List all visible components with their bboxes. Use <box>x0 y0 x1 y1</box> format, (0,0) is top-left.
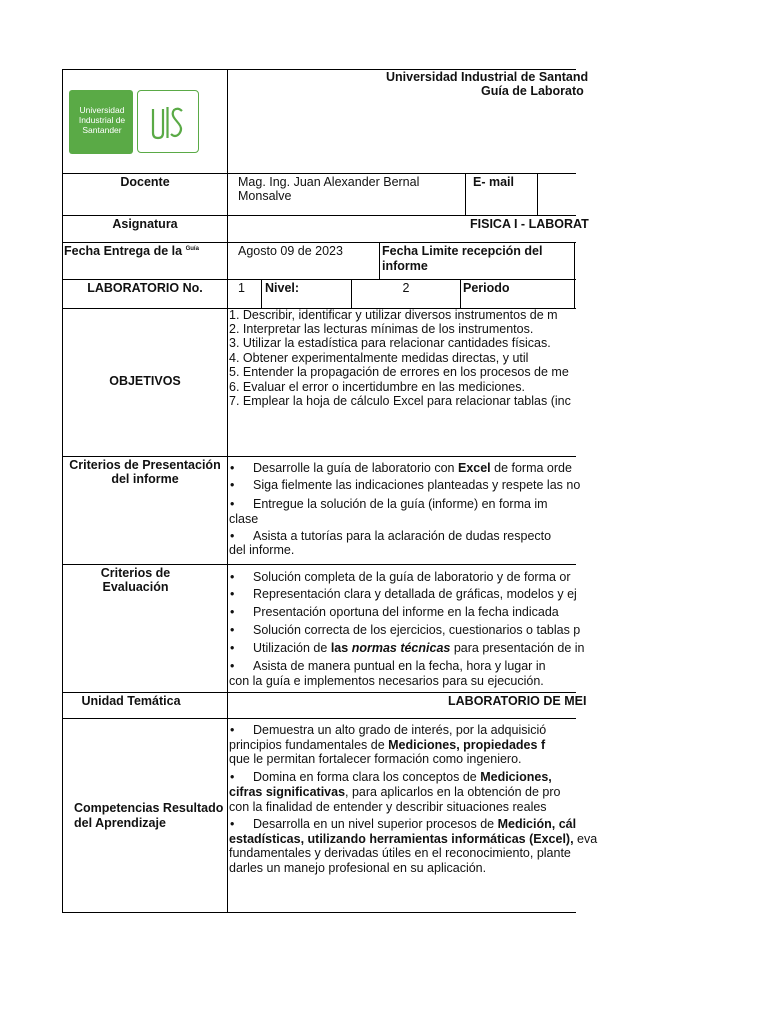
presentacion-item-3-line2: clase <box>229 512 259 526</box>
competencia-3-line3: fundamentales y derivadas útiles en el reconocimiento, plante <box>229 846 571 860</box>
grid-line <box>62 718 576 719</box>
evaluacion-item-5-las: las <box>330 641 352 655</box>
competencia-1-line1: Demuestra un alto grado de interés, por la adquisició <box>253 723 547 737</box>
objetivo-item: 1. Describir, identificar y utilizar diversos instrumentos de m <box>229 308 558 322</box>
bullet: • <box>230 497 235 511</box>
grid-line <box>62 456 576 457</box>
competencia-3-line2-text: eva <box>573 832 598 846</box>
fecha-entrega-label-sup: Guía <box>185 245 199 252</box>
objetivo-item: 4. Obtener experimentalmente medidas directas, y util <box>229 351 529 365</box>
objetivos-label: OBJETIVOS <box>109 374 181 388</box>
fecha-limite-label-line1: Fecha Limite recepción del <box>382 244 543 258</box>
grid-line <box>62 692 576 693</box>
bullet: • <box>230 723 235 737</box>
competencia-2-line2-text: , para aplicarlos en la obtención de pro <box>345 785 561 799</box>
fecha-entrega-label-text: Fecha Entrega de la <box>64 244 183 258</box>
evaluacion-item-5 <box>253 641 584 656</box>
objetivo-item: 7. Emplear la hoja de cálculo Excel para relacionar tablas (inc <box>229 394 571 408</box>
bullet: • <box>230 529 235 543</box>
unidad-tematica-label: Unidad Temática <box>81 694 181 708</box>
competencia-3-line4: darles un manejo profesional en su aplicación. <box>229 861 487 875</box>
presentacion-item-4-line1: Asista a tutorías para la aclaración de dudas respecto <box>253 529 552 543</box>
bullet: • <box>230 605 235 619</box>
uis-monogram-text: UIS <box>167 147 170 148</box>
evaluacion-item-4: Solución correcta de los ejercicios, cuestionarios o tablas p <box>253 623 581 637</box>
laboratorio-number: 1 <box>238 281 245 295</box>
bullet: • <box>230 570 235 584</box>
grid-line <box>62 279 576 280</box>
guide-title: Guía de Laborato <box>481 84 584 98</box>
criterios-evaluacion-label-line1: Criterios de <box>100 566 171 580</box>
periodo-label: Periodo <box>463 281 510 295</box>
grid-line <box>62 173 576 174</box>
grid-line <box>574 242 575 279</box>
presentacion-item-1-text: Desarrolle la guía de laboratorio con <box>253 461 458 475</box>
competencia-3-line1-bold: Medición, cál <box>497 817 577 831</box>
criterios-presentacion-label-line2: del informe <box>111 472 179 486</box>
docente-label: Docente <box>120 175 170 189</box>
university-title: Universidad Industrial de Santand <box>386 70 589 84</box>
email-label: E- mail <box>473 175 514 189</box>
grid-line <box>62 912 576 913</box>
competencia-2-line2-bold: cifras significativas <box>229 785 346 799</box>
criterios-evaluacion-label-line2: Evaluación <box>102 580 169 594</box>
competencia-2-line1-bold: Mediciones, <box>480 770 552 784</box>
bullet: • <box>230 623 235 637</box>
competencia-2-line2 <box>229 785 560 800</box>
docente-name-line1: Mag. Ing. Juan Alexander Bernal <box>238 175 420 189</box>
competencia-3-line2-bold: estadísticas, utilizando herramientas informáticas (Excel), <box>229 832 574 846</box>
competencia-1-line2-bold: Mediciones, propiedades f <box>388 738 546 752</box>
evaluacion-item-5-normas: normas técnicas <box>351 641 451 655</box>
laboratorio-label: LABORATORIO No. <box>87 281 203 295</box>
presentacion-item-2: Siga fielmente las indicaciones planteadas y respete las no <box>253 478 581 492</box>
presentacion-item-1-excel: Excel <box>457 461 491 475</box>
fecha-entrega-value: Agosto 09 de 2023 <box>238 244 343 258</box>
evaluacion-item-6-line2: con la guía e implementos necesarios para su ejecución. <box>229 674 544 688</box>
asignatura-label: Asignatura <box>112 217 178 231</box>
objetivo-item: 5. Entender la propagación de errores en los procesos de me <box>229 365 569 379</box>
grid-line <box>379 242 380 279</box>
competencias-label-line1: Competencias Resultado <box>74 801 224 815</box>
competencia-1-line2-text: principios fundamentales de <box>229 738 389 752</box>
evaluacion-item-5-text: Utilización de <box>253 641 331 655</box>
competencia-3-line2 <box>229 832 597 847</box>
competencia-2-line1 <box>253 770 552 785</box>
uis-monogram-icon <box>138 91 197 151</box>
nivel-label: Nivel: <box>265 281 300 295</box>
nivel-value: 2 <box>402 281 410 295</box>
bullet: • <box>230 461 235 475</box>
competencia-1-line2 <box>229 738 545 753</box>
bullet: • <box>230 641 235 655</box>
criterios-presentacion-label-line1: Criterios de Presentación <box>69 458 221 472</box>
university-logo-text: Universidad Industrial de Santander <box>78 105 126 135</box>
fecha-entrega-label <box>64 244 199 259</box>
presentacion-item-1 <box>253 461 572 476</box>
bullet: • <box>230 817 235 831</box>
grid-line <box>574 279 575 308</box>
objetivo-item: 3. Utilizar la estadística para relacionar cantidades físicas. <box>229 336 551 350</box>
evaluacion-item-6-line1: Asista de manera puntual en la fecha, hora y lugar in <box>253 659 546 673</box>
fecha-limite-label-line2: informe <box>382 259 428 273</box>
presentacion-item-1-rest: de forma orde <box>490 461 572 475</box>
competencia-2-line1-text: Domina en forma clara los conceptos de <box>253 770 481 784</box>
evaluacion-item-1: Solución completa de la guía de laboratorio y de forma or <box>253 570 571 584</box>
grid-line <box>465 173 466 215</box>
competencia-3-line1-text: Desarrolla en un nivel superior procesos de <box>253 817 498 831</box>
presentacion-item-3-line1: Entregue la solución de la guía (informe) en forma im <box>253 497 548 511</box>
evaluacion-item-3: Presentación oportuna del informe en la fecha indicada <box>253 605 559 619</box>
uis-logo-mark <box>137 90 199 153</box>
presentacion-item-4-line2: del informe. <box>229 543 295 557</box>
grid-line <box>261 279 262 308</box>
competencia-3-line1 <box>253 817 576 832</box>
unidad-tematica-value: LABORATORIO DE MEI <box>448 694 587 708</box>
grid-line <box>62 564 576 565</box>
evaluacion-item-5-rest: para presentación de in <box>450 641 585 655</box>
asignatura-value: FISICA I - LABORAT <box>470 217 589 231</box>
competencias-label-line2: del Aprendizaje <box>74 816 166 830</box>
objetivo-item: 2. Interpretar las lecturas mínimas de los instrumentos. <box>229 322 534 336</box>
evaluacion-item-2: Representación clara y detallada de gráficas, modelos y ej <box>253 587 577 601</box>
grid-line <box>62 69 63 913</box>
bullet: • <box>230 587 235 601</box>
grid-line <box>62 215 576 216</box>
grid-line <box>460 279 461 308</box>
bullet: • <box>230 478 235 492</box>
grid-line <box>537 173 538 215</box>
competencia-1-line3: que le permitan fortalecer formación como ingeniero. <box>229 752 522 766</box>
bullet: • <box>230 659 235 673</box>
docente-name-line2: Monsalve <box>238 189 292 203</box>
bullet: • <box>230 770 235 784</box>
competencia-2-line3: con la finalidad de entender y describir situaciones reales <box>229 800 547 814</box>
objetivo-item: 6. Evaluar el error o incertidumbre en las mediciones. <box>229 380 525 394</box>
grid-line <box>62 242 576 243</box>
grid-line <box>227 69 228 913</box>
